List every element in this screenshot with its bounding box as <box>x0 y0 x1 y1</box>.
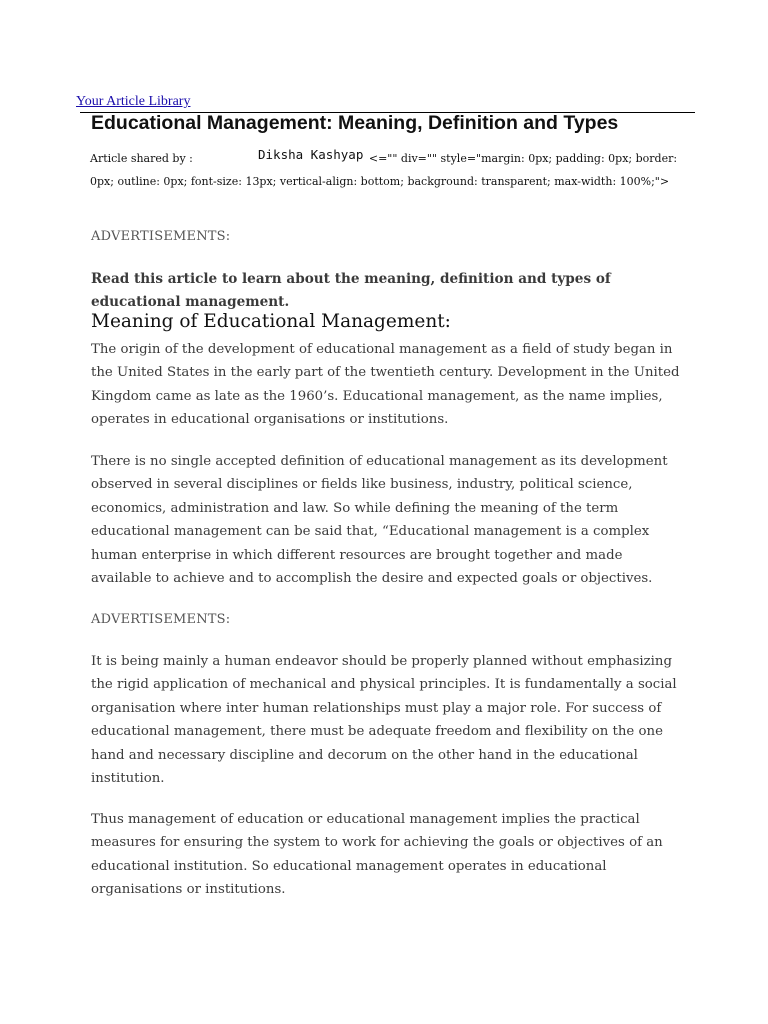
advertisement-label: ADVERTISEMENTS: <box>91 229 231 244</box>
section-heading: Meaning of Educational Management: <box>91 311 451 332</box>
advertisement-label: ADVERTISEMENTS: <box>91 612 231 627</box>
article-intro: Read this article to learn about the meaning, definition and types of educational management. <box>91 271 611 310</box>
paragraph-1: The origin of the development of educational management as a field of study began in the United States in the early part of the twentieth century. Development in the United Kingdom came as late as the 1960’s. Educational management, as the name implies, operates in educational organisations or institutions. <box>91 342 680 428</box>
byline-markup-residue: <="" div="" style="margin: 0px; padding: 0px; border: 0px; outline: 0px; font-size: 13px; vertical-align: bottom; background: transparent; max-width: 100%;"> <box>90 152 678 188</box>
paragraph-3: It is being mainly a human endeavor should be properly planned without emphasizing the rigid application of mechanical and physical principles. It is fundamentally a social organisation where inter human relationships must play a major role. For success of educational management, there must be adequate freedom and flexibility on the one hand and necessary discipline and decorum on the other hand in the educational institution. <box>91 654 677 787</box>
author-name: Diksha Kashyap <box>258 147 364 162</box>
article-byline <box>90 146 680 193</box>
article-title: Educational Management: Meaning, Definition and Types <box>91 112 619 134</box>
site-home-link[interactable]: Your Article Library <box>76 94 191 109</box>
paragraph-2: There is no single accepted definition of educational management as its development observed in several disciplines or fields like business, industry, political science, economics, administration and law. So while defining the meaning of the term educational management can be said that, “Educational management is a complex human enterprise in which different resources are brought together and made available to achieve and to accomplish the desire and expected goals or objectives. <box>91 454 668 587</box>
paragraph-4: Thus management of education or educational management implies the practical measures for ensuring the system to work for achieving the goals or objectives of an educational institution. So educational management operates in educational organisations or institutions. <box>91 812 663 898</box>
byline-label: Article shared by : <box>90 152 193 165</box>
